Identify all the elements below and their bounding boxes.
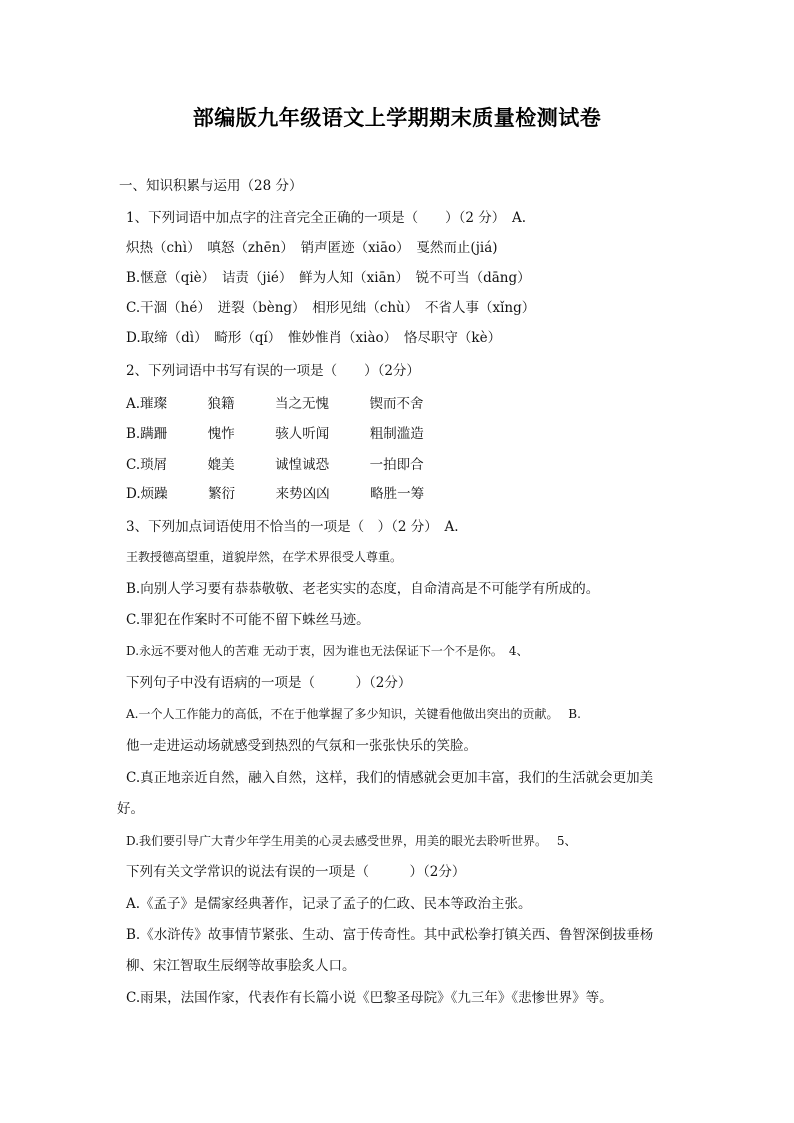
question-5-option-c: C.雨果，法国作家，代表作有长篇小说《巴黎圣母院》《九三年》《悲惨世界》等。 (126, 990, 613, 1006)
question-1-option-d: D.取缔（dì） 畸形（qí） 惟妙惟肖（xiào） 恪尽职守（kè） (126, 330, 502, 346)
question-3-option-c: C.罪犯在作案时不可能不留下蛛丝马迹。 (126, 612, 370, 628)
question-1-option-b: B.惬意（qiè） 诘责（jié） 鲜为人知（xiān） 锐不可当（dāng） (126, 270, 531, 286)
question-5-option-b-line1: B.《水浒传》故事情节紧张、生动、富于传奇性。其中武松拳打镇关西、鲁智深倒拔垂杨 (126, 927, 654, 943)
question-2-option-d: D.烦躁 繁衍 来势凶凶 略胜一筹 (126, 486, 425, 502)
question-3-option-d: D.永远不要对他人的苦难 无动于衷，因为谁也无法保证下一个不是你。 4、 (126, 644, 529, 658)
question-4-option-a: A.一个人工作能力的高低，不在于他掌握了多少知识，关键看他做出突出的贡献。 B. (126, 707, 581, 721)
section-heading: 一、知识积累与运用（28 分） (119, 178, 303, 194)
question-4-option-d: D.我们要引导广大青少年学生用美的心灵去感受世界，用美的眼光去聆听世界。 5、 (126, 834, 577, 848)
question-4-stem: 下列句子中没有语病的一项是（ ）（2分） (126, 675, 412, 691)
question-4-option-c-line1: C.真正地亲近自然，融入自然，这样，我们的情感就会更加丰富，我们的生活就会更加美 (126, 770, 654, 786)
question-5-option-b-line2: 柳、宋江智取生辰纲等故事脍炙人口。 (126, 958, 356, 974)
question-5-option-a: A.《孟子》是儒家经典著作，记录了孟子的仁政、民本等政治主张。 (126, 896, 532, 912)
question-3-stem: 3、下列加点词语使用不恰当的一项是（ ）（2 分） A. (126, 519, 459, 535)
question-1-stem: 1、下列词语中加点字的注音完全正确的一项是（ ）（2 分） A. (126, 210, 527, 226)
question-4-option-c-line2: 好。 (117, 801, 144, 817)
question-3-option-a: 王教授德高望重，道貌岸然，在学术界很受人尊重。 (126, 550, 403, 564)
question-1-option-c: C.干涸（hé） 迸裂（bèng） 相形见绌（chù） 不省人事（xǐng） (126, 300, 536, 316)
question-2-stem: 2、下列词语中书写有误的一项是（ ）（2分） (126, 363, 420, 379)
question-2-option-a: A.璀璨 狼籍 当之无愧 锲而不舍 (126, 396, 424, 412)
question-3-option-b: B.向别人学习要有恭恭敬敬、老老实实的态度，自命清高是不可能学有所成的。 (126, 581, 600, 597)
question-2-option-c: C.琐屑 媲美 诚惶诚恐 一拍即合 (126, 457, 424, 473)
question-1-option-a: 炽热（chì） 嗔怒（zhēn） 销声匿迹（xiāo） 戛然而止(jiá) (126, 240, 498, 256)
question-2-option-b: B.蹒跚 愧怍 骇人听闻 粗制滥造 (126, 426, 424, 442)
question-5-stem: 下列有关文学常识的说法有误的一项是（ ）（2分） (126, 864, 466, 880)
page-title: 部编版九年级语文上学期期末质量检测试卷 (192, 106, 602, 130)
question-4-option-b: 他一走进运动场就感受到热烈的气氛和一张张快乐的笑脸。 (126, 738, 477, 754)
